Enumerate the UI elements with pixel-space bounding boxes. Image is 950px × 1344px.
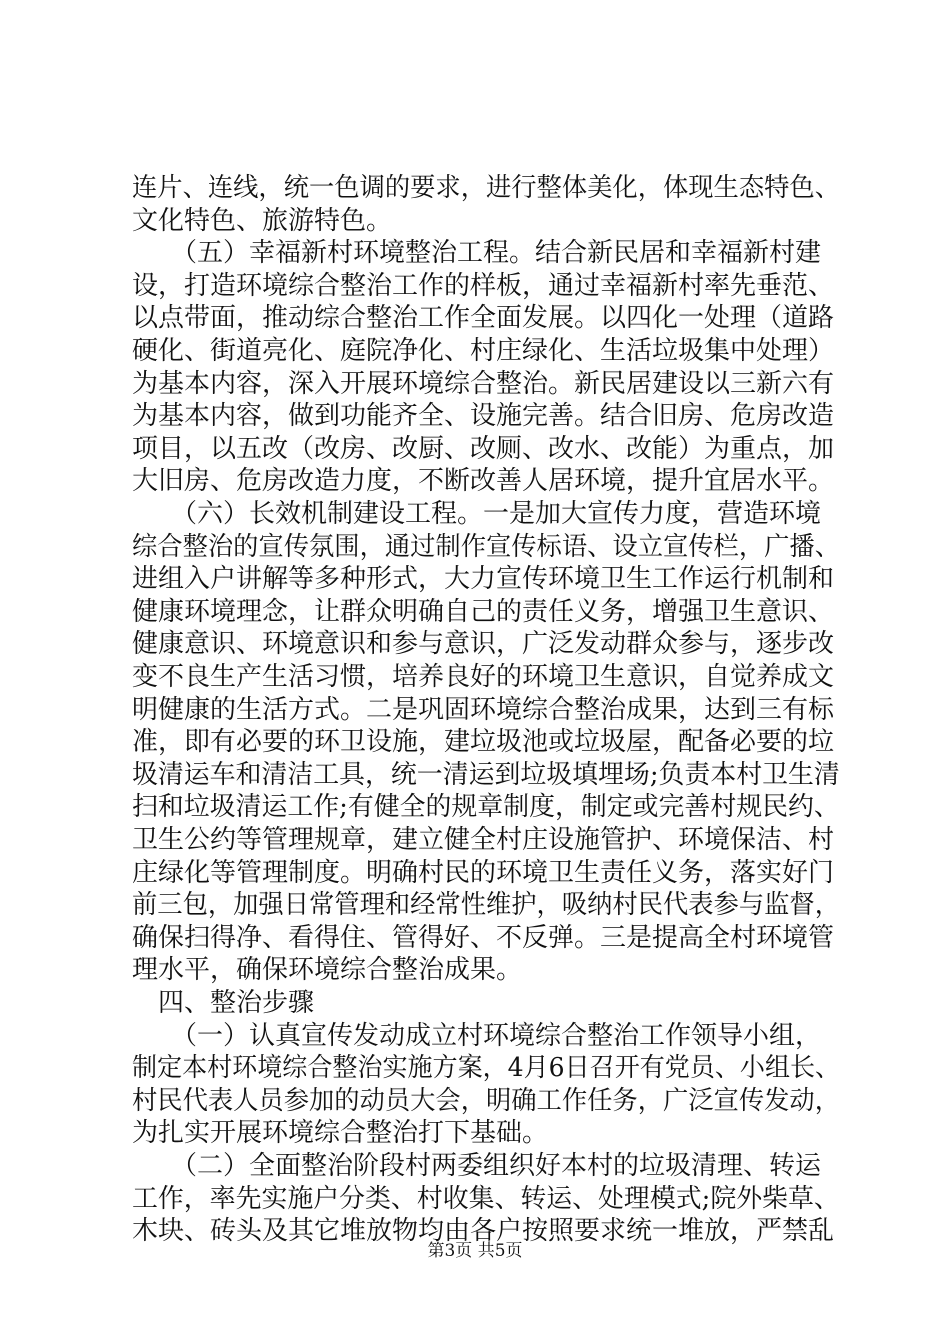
text-line: 确保扫得净、看得住、管得好、不反弹。三是提高全村环境管 [132, 922, 835, 953]
text-line: 为基本内容，做到功能齐全、设施完善。结合旧房、危房改造 [132, 401, 835, 432]
text-line: 村民代表人员参加的动员大会，明确工作任务，广泛宣传发动， [132, 1085, 840, 1116]
text-line: 为基本内容，深入开展环境综合整治。新民居建设以三新六有 [132, 368, 835, 399]
text-line: 卫生公约等管理规章，建立健全村庄设施管护、环境保洁、村 [132, 825, 835, 855]
text-line: 明健康的生活方式。二是巩固环境综合整治成果，达到三有标 [132, 694, 835, 725]
text-line: 设，打造环境综合整治工作的样板，通过幸福新村率先垂范、 [132, 270, 835, 301]
text-line: 连片、连线，统一色调的要求，进行整体美化，体现生态特色、 [132, 173, 840, 203]
text-line: （二）全面整治阶段村两委组织好本村的垃圾清理、转运 [132, 1151, 822, 1181]
text-line: 健康意识、环境意识和参与意识，广泛发动群众参与，逐步改 [132, 629, 835, 660]
text-line: 为扎实开展环境综合整治打下基础。 [132, 1118, 549, 1149]
text-line: 以点带面，推动综合整治工作全面发展。以四化一处理（道路 [132, 303, 835, 334]
text-line: （一）认真宣传发动成立村环境综合整治工作领导小组， [132, 1020, 822, 1051]
text-line: 扫和垃圾清运工作;有健全的规章制度，制定或完善村规民约、 [132, 792, 840, 823]
text-line: 项目，以五改（改房、改厨、改厕、改水、改能）为重点，加 [132, 433, 835, 464]
text-line: （五）幸福新村环境整治工程。结合新民居和幸福新村建 [132, 238, 822, 269]
text-line: 工作，率先实施户分类、村收集、转运、处理模式;院外柴草、 [132, 1183, 840, 1214]
text-line: 硬化、街道亮化、庭院净化、村庄绿化、生活垃圾集中处理） [132, 336, 835, 366]
text-line: 变不良生产生活习惯，培养良好的环境卫生意识，自觉养成文 [132, 662, 835, 692]
text-line: 大旧房、危房改造力度，不断改善人居环境，提升宜居水平。 [132, 466, 835, 497]
text-line: 文化特色、旅游特色。 [132, 205, 393, 236]
text-line: 综合整治的宣传氛围，通过制作宣传标语、设立宣传栏，广播、 [132, 531, 840, 562]
text-line: 理水平，确保环境综合整治成果。 [132, 955, 523, 986]
page-number-footer: 第3页 共5页 [427, 1241, 523, 1261]
text-line: 庄绿化等管理制度。明确村民的环境卫生责任义务，落实好门 [132, 857, 835, 888]
text-line: 四、整治步骤 [132, 988, 315, 1018]
text-line: 准，即有必要的环卫设施，建垃圾池或垃圾屋，配备必要的垃 [132, 727, 835, 758]
text-line: 健康环境理念，让群众明确自己的责任义务，增强卫生意识、 [132, 596, 835, 627]
text-line: （六）长效机制建设工程。一是加大宣传力度，营造环境 [132, 499, 822, 529]
text-line: 制定本村环境综合整治实施方案，4月6日召开有党员、小组长、 [132, 1053, 841, 1084]
text-line: 圾清运车和清洁工具，统一清运到垃圾填埋场;负责本村卫生清 [132, 759, 840, 790]
text-line: 木块、砖头及其它堆放物均由各户按照要求统一堆放，严禁乱 [132, 1216, 835, 1247]
text-line: 前三包，加强日常管理和经常性维护，吸纳村民代表参与监督， [132, 890, 840, 921]
text-line: 进组入户讲解等多种形式，大力宣传环境卫生工作运行机制和 [132, 564, 835, 595]
